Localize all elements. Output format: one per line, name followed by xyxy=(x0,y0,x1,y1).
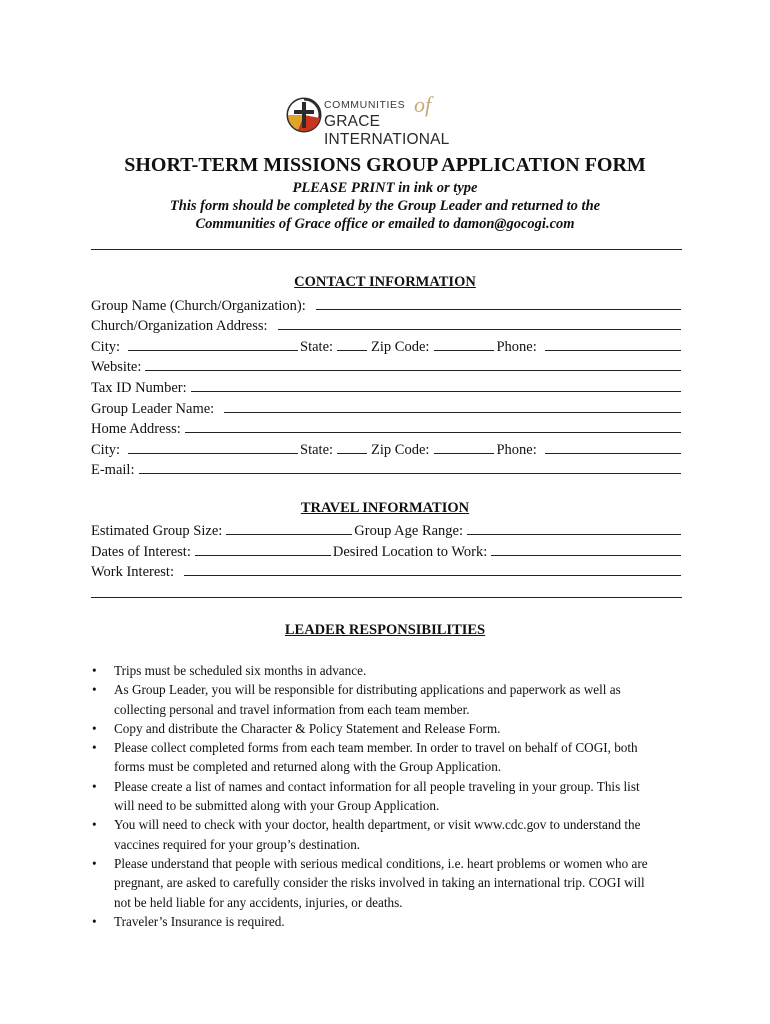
form-instruction-line-1: This form should be completed by the Group Leader and returned to the xyxy=(169,198,601,214)
phone-field[interactable] xyxy=(545,337,681,351)
work-interest-field[interactable] xyxy=(184,562,681,576)
location-field[interactable] xyxy=(491,542,681,556)
address-field[interactable] xyxy=(278,316,681,330)
travel-section-heading: TRAVEL INFORMATION xyxy=(300,500,470,516)
tax-id-row xyxy=(91,378,681,396)
work-interest-extra-line[interactable] xyxy=(91,597,682,598)
group-size-row xyxy=(91,521,681,539)
work-interest-label: Work Interest: xyxy=(91,564,174,580)
website-row xyxy=(91,357,681,375)
responsibility-item xyxy=(91,680,683,719)
address-row xyxy=(91,316,681,334)
leader-name-field[interactable] xyxy=(224,399,681,413)
header-divider xyxy=(91,249,682,250)
location-label: Desired Location to Work: xyxy=(332,544,488,560)
organization-logo xyxy=(286,92,500,148)
responsibility-line: will need to be submitted along with your Group Application. xyxy=(114,798,440,814)
responsibilities-list xyxy=(91,661,683,931)
bullet-icon: • xyxy=(92,720,97,736)
responsibility-line: Please create a list of names and contact information for all people traveling in your group. This list xyxy=(114,778,640,794)
responsibility-line: pregnant, are asked to carefully consider the risks involved in taking an international trip. COGI will xyxy=(114,875,645,891)
group-size-field[interactable] xyxy=(226,521,352,535)
home-address-field[interactable] xyxy=(185,419,681,433)
contact-section-heading: CONTACT INFORMATION xyxy=(294,274,476,290)
group-name-row xyxy=(91,296,681,314)
age-range-field[interactable] xyxy=(467,521,681,535)
email-label: E-mail: xyxy=(91,462,135,478)
bullet-icon: • xyxy=(92,778,97,794)
city-row-2 xyxy=(91,440,681,458)
responsibility-line: not be held liable for any accidents, injuries, or deaths. xyxy=(114,894,403,910)
age-range-label: Group Age Range: xyxy=(354,523,464,539)
responsibility-line: Copy and distribute the Character & Policy Statement and Release Form. xyxy=(114,720,501,736)
work-interest-row xyxy=(91,562,681,580)
home-address-label: Home Address: xyxy=(91,421,181,437)
form-subtitle: PLEASE PRINT in ink or type xyxy=(292,180,478,196)
leader-name-label: Group Leader Name: xyxy=(91,401,215,417)
state-field-2[interactable] xyxy=(337,440,367,454)
logo-text-grace: GRACE INTERNATIONAL xyxy=(324,113,450,148)
zip-label: Zip Code: xyxy=(371,339,430,355)
city-field-2[interactable] xyxy=(128,440,298,454)
city-label: City: xyxy=(91,339,121,355)
leader-section-heading: LEADER RESPONSIBILITIES xyxy=(284,622,486,638)
state-label-2: State: xyxy=(300,442,334,458)
zip-label-2: Zip Code: xyxy=(371,442,430,458)
leader-name-row xyxy=(91,399,681,417)
responsibility-item xyxy=(91,777,683,816)
phone-label-2: Phone: xyxy=(496,442,537,458)
logo-text-communities: COMMUNITIES xyxy=(324,99,406,111)
responsibility-line: Trips must be scheduled six months in advance. xyxy=(114,663,367,678)
email-row xyxy=(91,460,681,478)
bullet-icon: • xyxy=(92,855,97,871)
group-name-field[interactable] xyxy=(316,296,681,310)
tax-id-field[interactable] xyxy=(191,378,681,392)
website-field[interactable] xyxy=(145,357,681,371)
responsibility-line: vaccines required for your group’s destination. xyxy=(114,836,361,852)
responsibility-item xyxy=(91,854,683,912)
responsibility-line: Please collect completed forms from each team member. In order to travel on behalf of COGI, both xyxy=(114,740,638,756)
bullet-icon: • xyxy=(92,682,97,698)
bullet-icon: • xyxy=(92,740,97,756)
responsibility-item xyxy=(91,912,683,931)
group-name-label: Group Name (Church/Organization): xyxy=(91,298,306,314)
phone-field-2[interactable] xyxy=(545,440,681,454)
group-size-label: Estimated Group Size: xyxy=(91,523,223,539)
address-label: Church/Organization Address: xyxy=(91,318,268,334)
responsibility-line: You will need to check with your doctor, health department, or visit www.cdc.gov to understand the xyxy=(114,817,641,833)
responsibility-line: forms must be completed and returned along with the Group Application. xyxy=(114,759,502,775)
form-title: SHORT-TERM MISSIONS GROUP APPLICATION FORM xyxy=(124,154,646,176)
website-label: Website: xyxy=(91,359,142,375)
zip-field-2[interactable] xyxy=(434,440,494,454)
state-label: State: xyxy=(300,339,334,355)
responsibility-line: Please understand that people with serious medical conditions, i.e. heart problems or women who are xyxy=(114,855,648,871)
state-field[interactable] xyxy=(337,337,367,351)
dates-label: Dates of Interest: xyxy=(91,544,191,560)
responsibility-item xyxy=(91,719,683,738)
responsibility-line: Traveler’s Insurance is required. xyxy=(114,913,285,929)
home-address-row xyxy=(91,419,681,437)
cross-emblem-icon xyxy=(286,96,322,134)
responsibility-line: As Group Leader, you will be responsible for distributing applications and paperwork as well as xyxy=(114,682,621,698)
bullet-icon: • xyxy=(92,663,97,678)
dates-field[interactable] xyxy=(195,542,331,556)
form-instruction-line-2: Communities of Grace office or emailed to damon@gocogi.com xyxy=(195,216,575,232)
email-field[interactable] xyxy=(139,460,682,474)
zip-field[interactable] xyxy=(434,337,494,351)
responsibility-item xyxy=(91,661,683,680)
logo-text-of: of xyxy=(414,92,432,117)
city-field[interactable] xyxy=(128,337,298,351)
responsibility-item xyxy=(91,815,683,854)
responsibility-item xyxy=(91,738,683,777)
responsibility-line: collecting personal and travel information from each team member. xyxy=(114,701,470,717)
city-row xyxy=(91,337,681,355)
bullet-icon: • xyxy=(92,913,97,929)
city-label-2: City: xyxy=(91,442,121,458)
bullet-icon: • xyxy=(92,817,97,833)
dates-row xyxy=(91,542,681,560)
phone-label: Phone: xyxy=(496,339,537,355)
tax-id-label: Tax ID Number: xyxy=(91,380,187,396)
